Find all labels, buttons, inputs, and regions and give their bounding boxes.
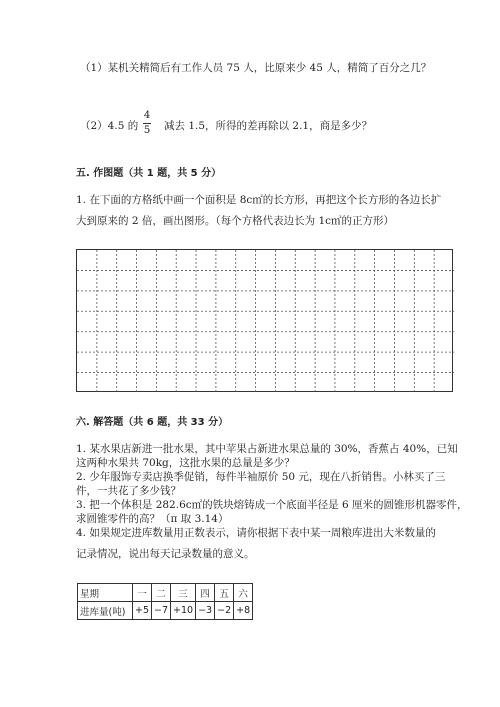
section-6-q3-line1: 3. 把一个体积是 282.6c㎡的铁块熔铸成一个底面半径是 6 厘米的圆锥形机器零件， xyxy=(76,499,468,511)
fraction-bar xyxy=(143,123,151,124)
table-day-cell: 三 xyxy=(171,584,196,602)
table-day-cell: 六 xyxy=(234,584,253,602)
section-6-title: 六. 解答题（共 6 题，共 33 分） xyxy=(76,417,229,428)
table-value-cell: +10 xyxy=(171,602,196,620)
section-5-q1-line2: 大到原来的 2 倍，画出图形。（每个方格代表边长为 1c㎡的正方形） xyxy=(76,215,395,227)
table-value-cell: −2 xyxy=(215,602,234,620)
fraction-numerator: 4 xyxy=(143,110,151,121)
table-day-cell: 五 xyxy=(215,584,234,602)
section-6-q1-line1: 1. 某水果店新进一批水果，其中苹果占新进水果总量的 30%，香蕉占 40%，已知 xyxy=(76,443,458,455)
table-header-label: 星期 xyxy=(78,584,133,602)
fraction-denominator: 5 xyxy=(143,125,151,136)
table-value-cell: +5 xyxy=(133,602,152,620)
section-6-q2-line2: 件，一共花了多少钱？ xyxy=(76,485,181,497)
table-value-cell: −7 xyxy=(152,602,171,620)
section-6-q1-line2: 这两种水果共 70kg，这批水果的总量是多少？ xyxy=(76,457,295,469)
section-6-q3-line2: 求圆锥零件的高？（π 取 3.14） xyxy=(76,513,229,525)
problem-1-text: （1）某机关精简后有工作人员 75 人，比原来少 45 人，精简了百分之几？ xyxy=(80,62,432,74)
section-5-q1-line1: 1. 在下面的方格纸中画一个面积是 8c㎡的长方形，再把这个长方形的各边长扩 xyxy=(76,194,442,206)
table-day-cell: 二 xyxy=(152,584,171,602)
table-header-row xyxy=(78,584,253,602)
problem-2-suffix: 减去 1.5，所得的差再除以 2.1，商是多少？ xyxy=(164,120,373,132)
table-value-cell: +8 xyxy=(234,602,253,620)
section-6-q4-line1: 4. 如果规定进库数量用正数表示，请你根据下表中某一周粮库进出大米数量的 xyxy=(76,527,436,539)
table-row xyxy=(78,602,253,620)
table-day-cell: 一 xyxy=(133,584,152,602)
section-6-q2-line1: 2. 少年服饰专卖店换季促销，每件半袖原价 50 元，现在八折销售。小林买了三 xyxy=(76,471,446,483)
section-5-title: 五. 作图题（共 1 题，共 5 分） xyxy=(76,168,222,179)
table-day-cell: 四 xyxy=(196,584,215,602)
table-value-cell: −3 xyxy=(196,602,215,620)
grid-paper[interactable] xyxy=(76,249,453,392)
grid-lines xyxy=(77,250,454,393)
table-row-label: 进库量(吨) xyxy=(78,602,133,620)
grain-record-table xyxy=(77,583,253,620)
problem-2-prefix: （2）4.5 的 xyxy=(80,120,139,132)
section-6-q4-line2: 记录情况，说出每天记录数量的意义。 xyxy=(76,548,255,560)
